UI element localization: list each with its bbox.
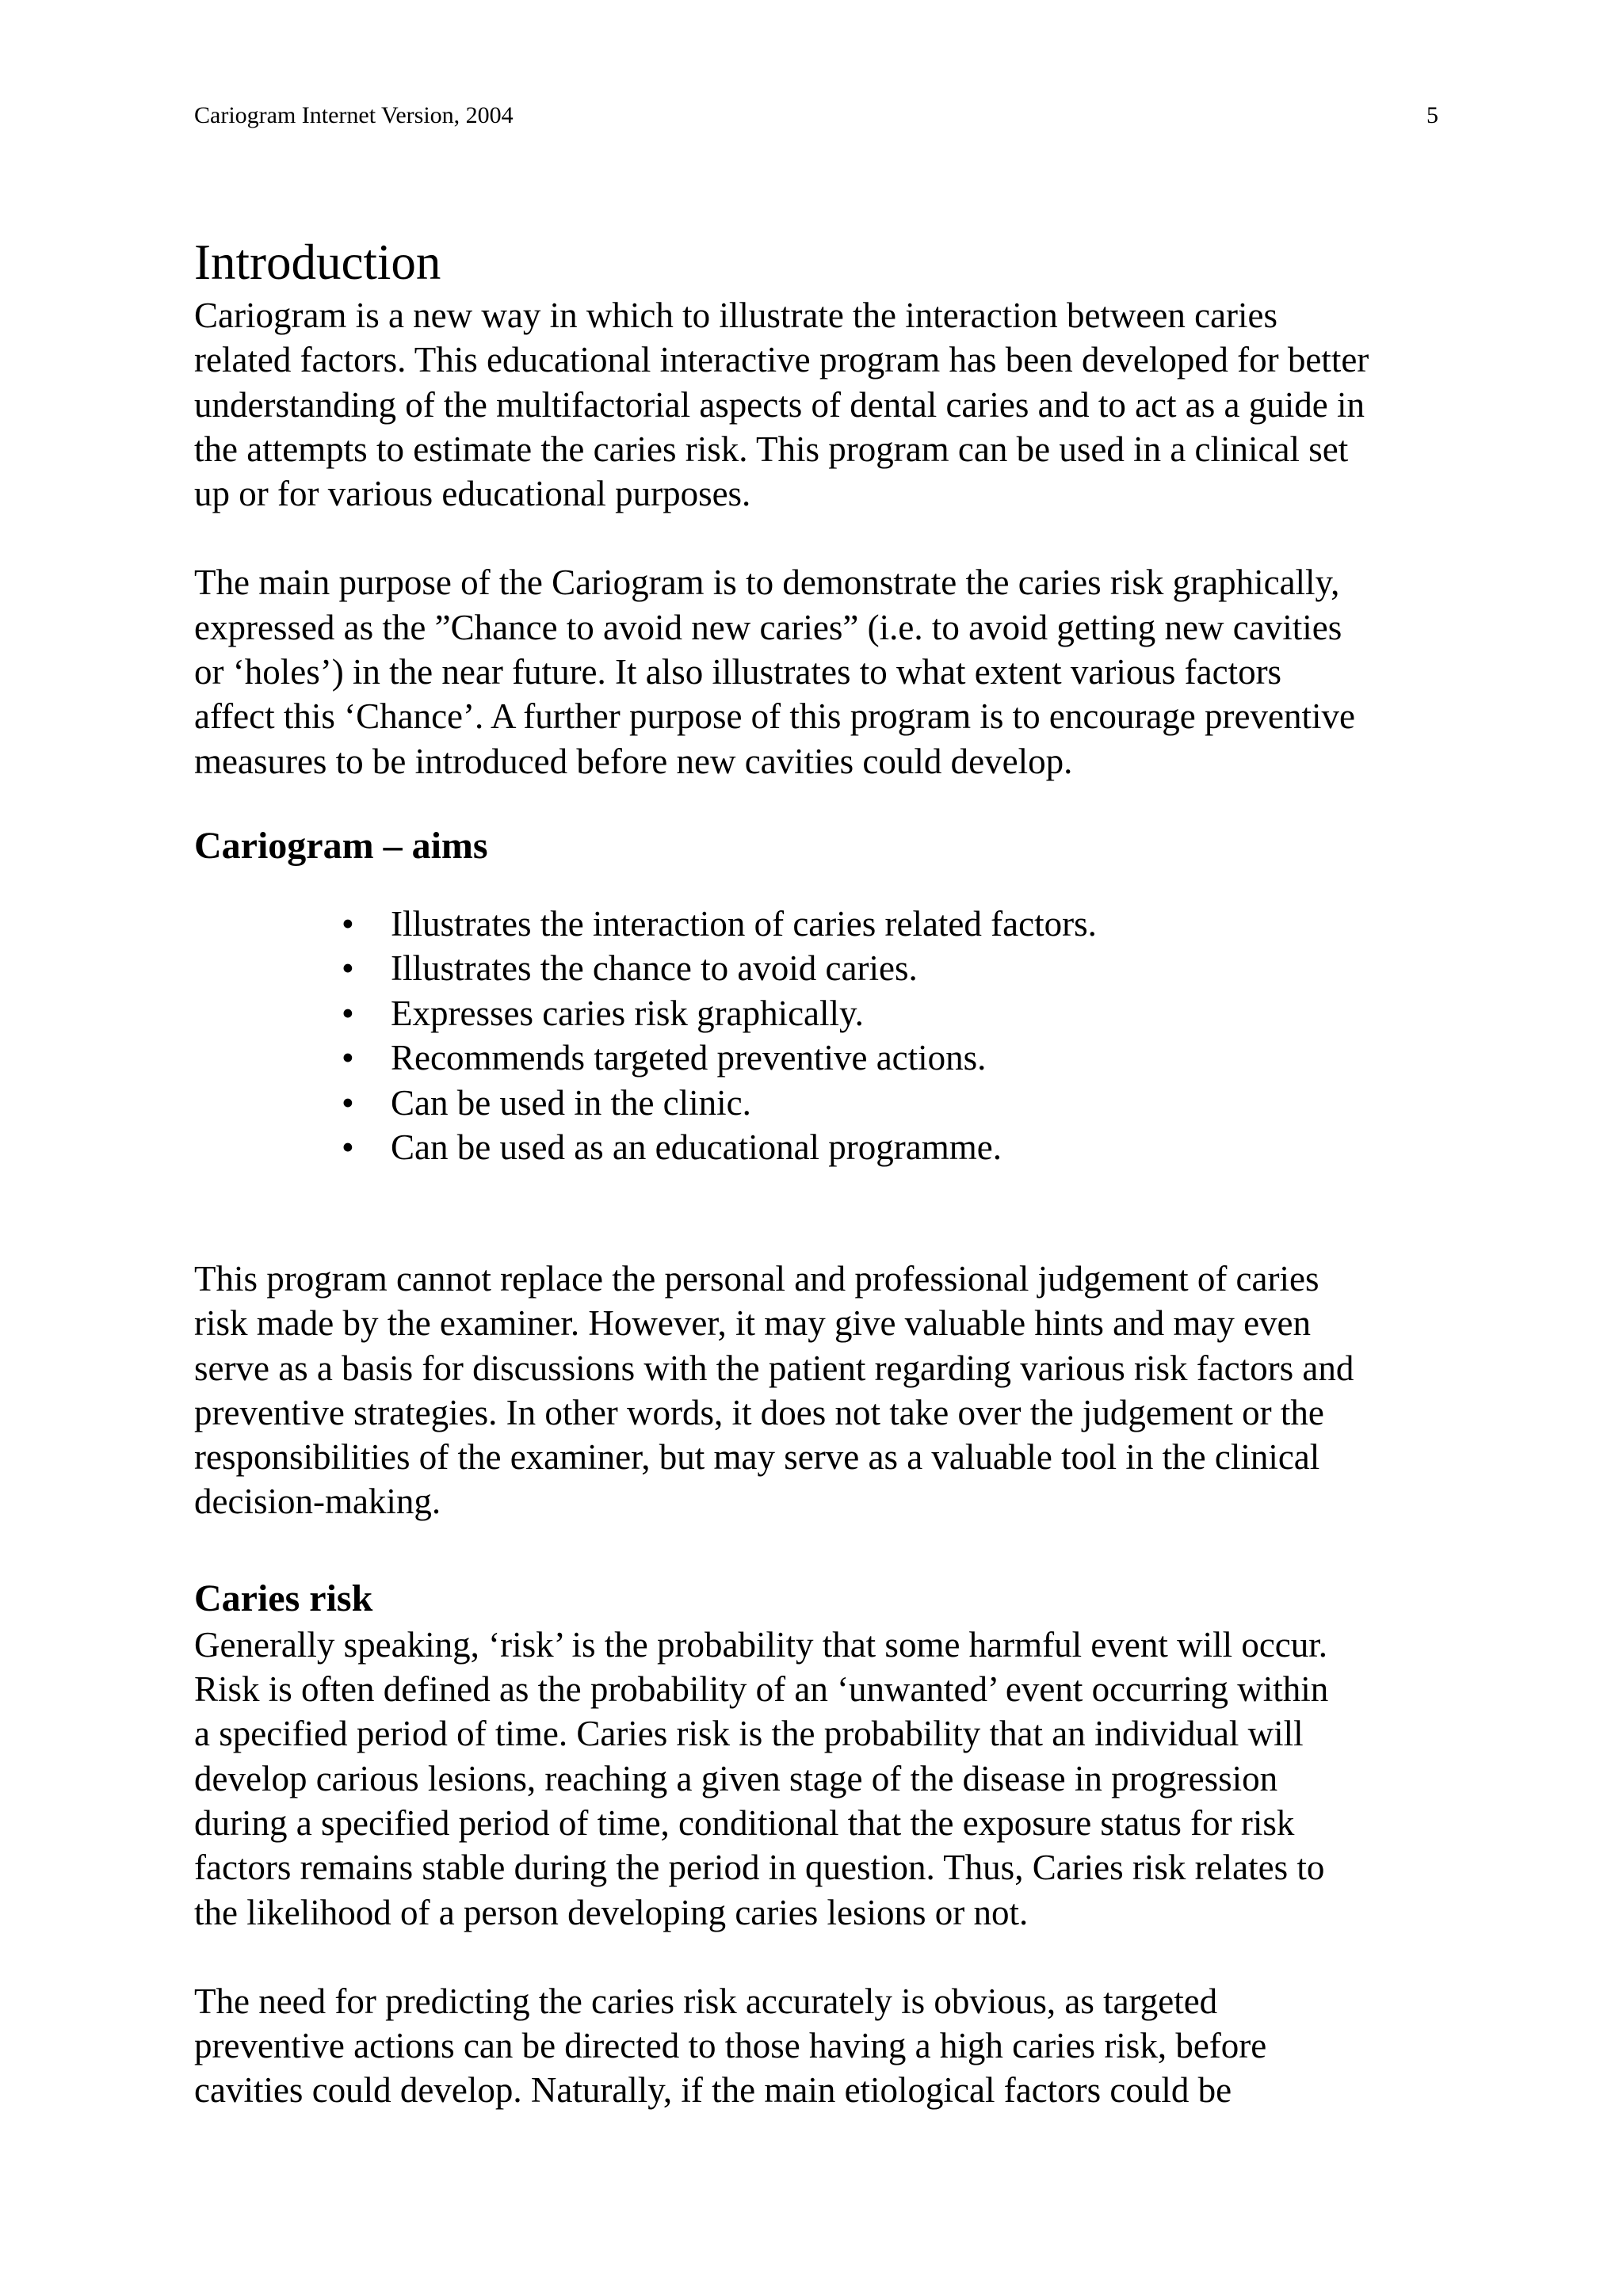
list-item [342,991,1478,1036]
text-line: the likelihood of a person developing caries lesions or not. [194,1892,1029,1932]
text-line: The need for predicting the caries risk accurately is obvious, as targeted [194,1981,1218,2021]
text-line: responsibilities of the examiner, but may serve as a valuable tool in the clinical [194,1437,1320,1478]
text-line: cavities could develop. Naturally, if the main etiological factors could be [194,2070,1232,2111]
running-title: Cariogram Internet Version, 2004 [194,102,514,128]
text-line: factors remains stable during the period in question. Thus, Caries risk relates to [194,1848,1325,1888]
text-line: develop carious lesions, reaching a given stage of the disease in progression [194,1758,1278,1798]
list-item-text: Expresses caries risk graphically. [391,993,864,1033]
text-line: or ‘holes’) in the near future. It also illustrates to what extent various factors [194,652,1282,692]
text-line: up or for various educational purposes. [194,474,751,514]
text-line: preventive actions can be directed to those having a high caries risk, before [194,2026,1267,2066]
page-number: 5 [1426,102,1438,128]
bullet-icon: • [342,993,354,1033]
bullet-icon: • [342,1082,354,1123]
text-line: related factors. This educational interactive program has been developed for better [194,340,1369,380]
caries-risk-paragraph-2 [194,1979,1478,2113]
caries-risk-heading: Caries risk [194,1577,373,1619]
aims-list [194,902,1478,1170]
aims-heading: Cariogram – aims [194,824,488,867]
list-item-text: Illustrates the interaction of caries related factors. [391,903,1097,944]
list-item [342,1081,1478,1126]
bullet-icon: • [342,1127,354,1168]
aims-paragraph [194,1257,1478,1524]
list-item [342,1125,1478,1170]
text-line: understanding of the multifactorial aspects of dental caries and to act as a guide in [194,384,1365,425]
text-line: during a specified period of time, conditional that the exposure status for risk [194,1802,1295,1843]
running-header [194,100,1438,132]
text-line: serve as a basis for discussions with the patient regarding various risk factors and [194,1348,1354,1388]
list-item [342,946,1478,991]
caries-risk-paragraph-1 [194,1623,1478,1935]
text-line: preventive strategies. In other words, it does not take over the judgement or the [194,1392,1324,1432]
text-line: risk made by the examiner. However, it may give valuable hints and may even [194,1303,1312,1344]
text-line: measures to be introduced before new cavities could develop. [194,741,1073,781]
text-line: expressed as the ”Chance to avoid new caries” (i.e. to avoid getting new cavities [194,607,1342,647]
text-line: affect this ‘Chance’. A further purpose of this program is to encourage preventive [194,696,1355,737]
text-line: Risk is often defined as the probability of an ‘unwanted’ event occurring within [194,1669,1329,1710]
introduction-heading: Introduction [194,235,441,290]
text-line: the attempts to estimate the caries risk. This program can be used in a clinical set [194,429,1349,469]
intro-paragraph-2 [194,560,1478,783]
bullet-icon: • [342,903,354,944]
list-item-text: Can be used in the clinic. [391,1082,751,1123]
text-line: The main purpose of the Cariogram is to demonstrate the caries risk graphically, [194,563,1340,603]
list-item [342,1035,1478,1081]
bullet-icon: • [342,1038,354,1078]
list-item-text: Recommends targeted preventive actions. [391,1038,987,1078]
text-line: a specified period of time. Caries risk is the probability that an individual will [194,1714,1304,1754]
text-line: This program cannot replace the personal and professional judgement of caries [194,1258,1319,1299]
intro-paragraph-1 [194,293,1478,516]
list-item-text: Can be used as an educational programme. [391,1127,1002,1168]
text-line: decision-making. [194,1482,441,1522]
list-item [342,902,1478,947]
bullet-icon: • [342,948,354,989]
list-item-text: Illustrates the chance to avoid caries. [391,948,918,989]
text-line: Generally speaking, ‘risk’ is the probability that some harmful event will occur. [194,1624,1328,1665]
page-content [194,231,1478,2113]
text-line: Cariogram is a new way in which to illustrate the interaction between caries [194,296,1278,335]
